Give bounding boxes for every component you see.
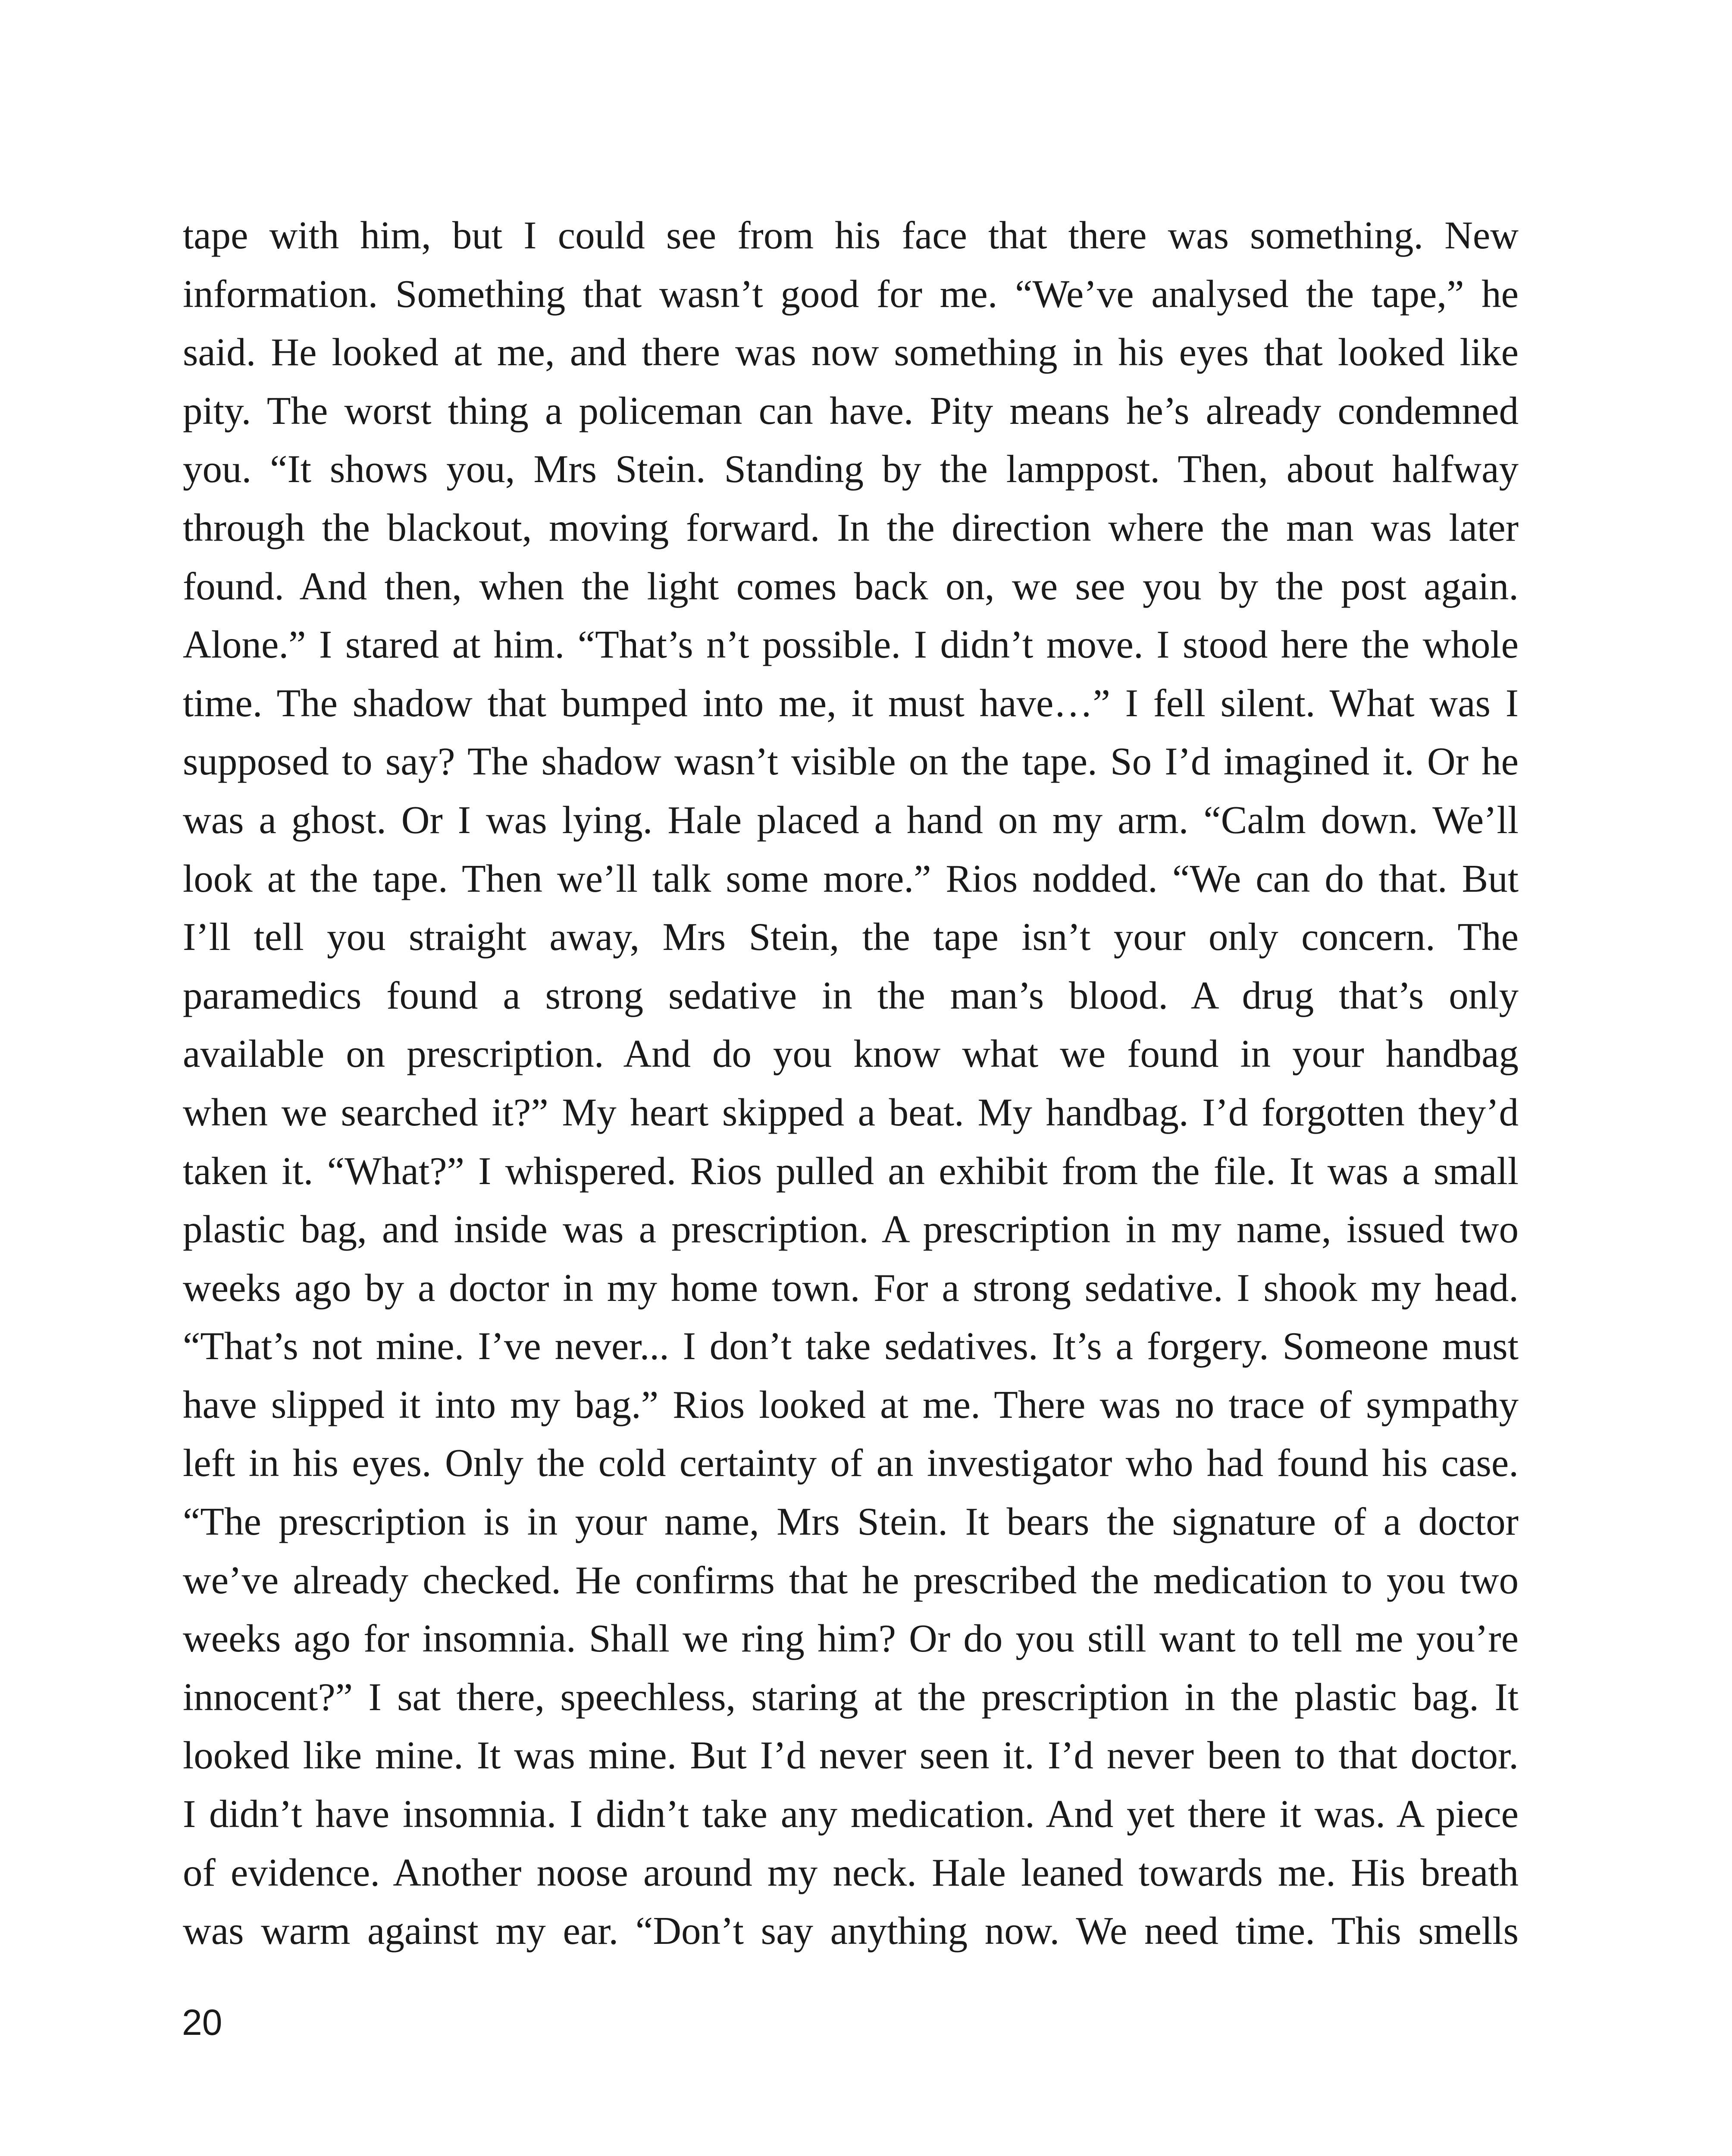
text-line: weeks ago by a doctor in my home town. For a strong sedative. I shook my head. [183, 1266, 1519, 1310]
text-line: said. He looked at me, and there was now something in his eyes that looked like [183, 330, 1519, 374]
body-text [183, 206, 1519, 1960]
text-line: through the blackout, moving forward. In the direction where the man was later [183, 505, 1519, 549]
text-line: plastic bag, and inside was a prescription. A prescription in my name, issued two [183, 1207, 1519, 1251]
text-line: “The prescription is in your name, Mrs Stein. It bears the signature of a doctor [183, 1500, 1519, 1544]
text-line: we’ve already checked. He confirms that he prescribed the medication to you two [183, 1558, 1519, 1602]
text-line: available on prescription. And do you know what we found in your handbag [183, 1032, 1519, 1076]
text-line: pity. The worst thing a policeman can have. Pity means he’s already condemned [183, 389, 1519, 432]
text-line: I didn’t have insomnia. I didn’t take any medication. And yet there it was. A piece [183, 1792, 1519, 1836]
text-line: tape with him, but I could see from his face that there was something. New [183, 213, 1519, 257]
page-number: 20 [182, 2002, 222, 2043]
text-line: I’ll tell you straight away, Mrs Stein, the tape isn’t your only concern. The [183, 915, 1519, 959]
text-line: supposed to say? The shadow wasn’t visible on the tape. So I’d imagined it. Or he [183, 740, 1519, 783]
text-line: “That’s not mine. I’ve never... I don’t take sedatives. It’s a forgery. Someone must [183, 1324, 1519, 1368]
text-line: when we searched it?” My heart skipped a beat. My handbag. I’d forgotten they’d [183, 1090, 1519, 1134]
text-line: left in his eyes. Only the cold certainty of an investigator who had found his case. [183, 1441, 1519, 1485]
text-line: was warm against my ear. “Don’t say anything now. We need time. This smells [183, 1909, 1519, 1953]
text-line: you. “It shows you, Mrs Stein. Standing by the lamppost. Then, about halfway [183, 447, 1519, 491]
text-line: of evidence. Another noose around my neck. Hale leaned towards me. His breath [183, 1850, 1519, 1894]
text-line: look at the tape. Then we’ll talk some more.” Rios nodded. “We can do that. But [183, 856, 1519, 900]
text-line: weeks ago for insomnia. Shall we ring him? Or do you still want to tell me you’re [183, 1617, 1519, 1661]
text-line: taken it. “What?” I whispered. Rios pulled an exhibit from the file. It was a small [183, 1149, 1519, 1193]
text-line: Alone.” I stared at him. “That’s n’t possible. I didn’t move. I stood here the whole [183, 623, 1519, 667]
text-line: information. Something that wasn’t good for me. “We’ve analysed the tape,” he [183, 272, 1519, 316]
text-line: was a ghost. Or I was lying. Hale placed a hand on my arm. “Calm down. We’ll [183, 798, 1519, 842]
text-line: time. The shadow that bumped into me, it must have…” I fell silent. What was I [183, 681, 1519, 725]
text-line: paramedics found a strong sedative in the man’s blood. A drug that’s only [183, 973, 1519, 1017]
text-line: innocent?” I sat there, speechless, staring at the prescription in the plastic bag. It [183, 1675, 1519, 1719]
text-line: have slipped it into my bag.” Rios looked at me. There was no trace of sympathy [183, 1382, 1519, 1426]
text-line: found. And then, when the light comes back on, we see you by the post again. [183, 564, 1519, 608]
text-line: looked like mine. It was mine. But I’d never seen it. I’d never been to that doctor. [183, 1733, 1519, 1777]
